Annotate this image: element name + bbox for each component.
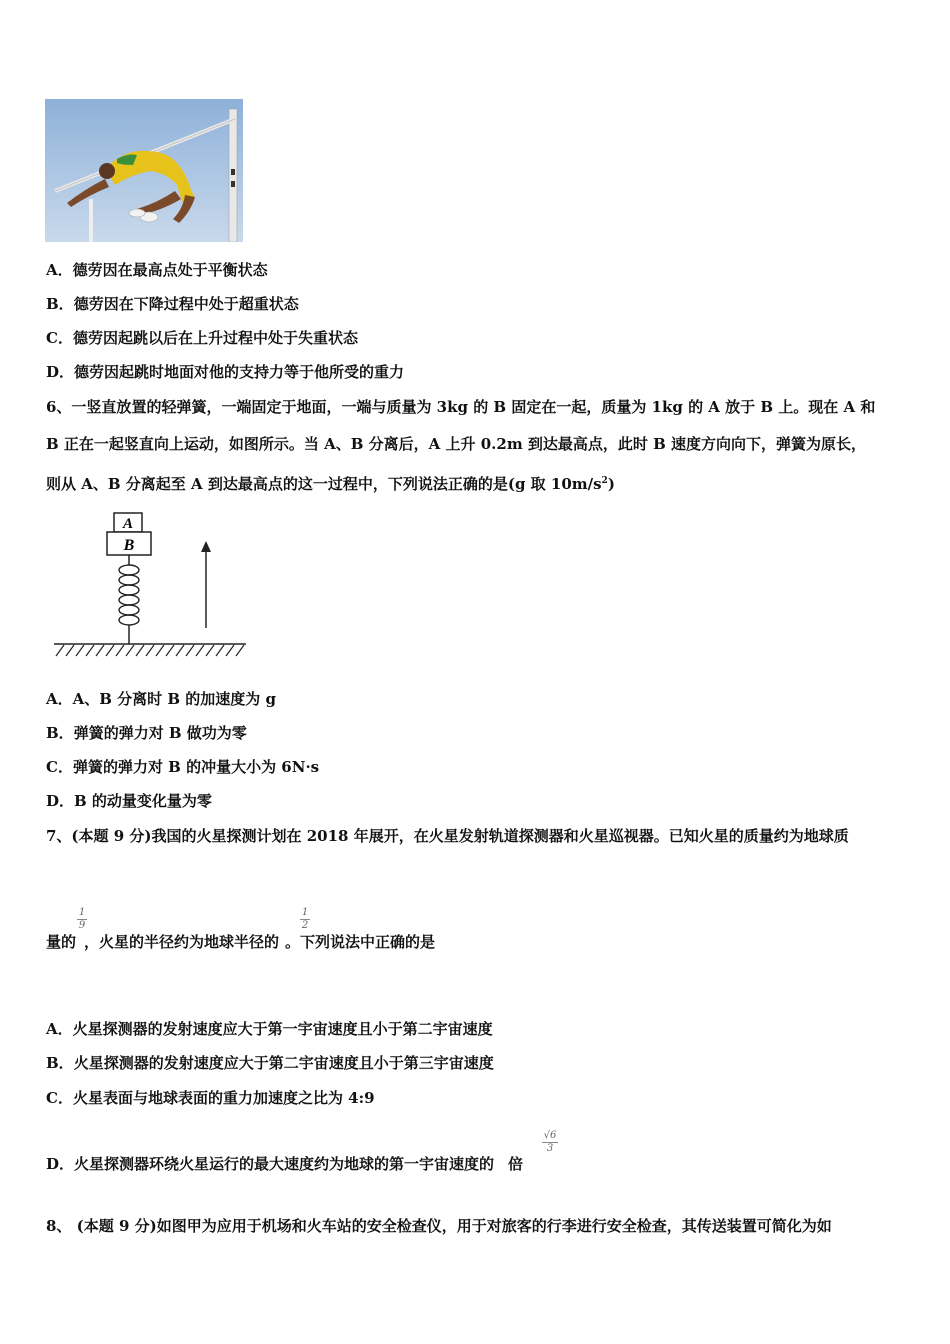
q7-stem-line-1: 7、(本题 9 分)我国的火星探测计划在 2018 年展开，在火星发射轨道探测器和火星巡视器。已知火星的质量约为地球质	[46, 827, 849, 845]
q5-option-b: B．德劳因在下降过程中处于超重状态	[46, 295, 299, 313]
q6-option-d: D．B 的动量变化量为零	[46, 792, 212, 810]
q6-option-b: B．弹簧的弹力对 B 做功为零	[46, 724, 247, 742]
q6-option-c: C．弹簧的弹力对 B 的冲量大小为 6N·s	[46, 758, 320, 776]
q7-option-b: B．火星探测器的发射速度应大于第二宇宙速度且小于第三宇宙速度	[46, 1054, 494, 1072]
q5-option-c: C．德劳因起跳以后在上升过程中处于失重状态	[46, 329, 358, 347]
ground-hatching	[56, 645, 244, 656]
q7-option-d: D．火星探测器环绕火星运行的最大速度约为地球的第一宇宙速度的 倍	[46, 1155, 524, 1173]
q8-stem-line-1: 8、 (本题 9 分)如图甲为应用于机场和火车站的安全检查仪，用于对旅客的行李进行安全检查，其传送装置可简化为如	[46, 1217, 832, 1235]
q5-option-a: A．德劳因在最高点处于平衡状态	[46, 261, 268, 279]
q6-stem-line-1: 6、一竖直放置的轻弹簧，一端固定于地面，一端与质量为 3kg 的 B 固定在一起，质量为 1kg 的 A 放于 B 上。现在 A 和	[46, 398, 876, 416]
q6-stem-line-3: 则从 A、B 分离起至 A 到达最高点的这一过程中，下列说法正确的是(g 取 $10m/s^2$)	[46, 475, 615, 493]
q7-stem-line-2: 量的 ，火星的半径约为地球半径的 。下列说法中正确的是	[46, 933, 436, 951]
spring-block-figure	[46, 508, 251, 663]
q6-stem-line-2: B 正在一起竖直向上运动，如图所示。当 A、B 分离后，A 上升 0.2m 到达最高点，此时 B 速度方向向下，弹簧为原长，	[46, 435, 867, 453]
q7-option-c: C．火星表面与地球表面的重力加速度之比为 4:9	[46, 1089, 375, 1107]
q6-option-a: A．A、B 分离时 B 的加速度为 g	[46, 690, 277, 708]
q7-option-a: A．火星探测器的发射速度应大于第一宇宙速度且小于第二宇宙速度	[46, 1020, 493, 1038]
fraction-sqrt6-over-3: √6 3	[543, 1130, 557, 1154]
block-b-label: B	[123, 537, 135, 554]
fraction-one-ninth: 1 9	[78, 907, 86, 931]
spring-coil	[119, 565, 139, 625]
high-jump-photo	[45, 99, 243, 242]
arrow-head-icon	[201, 541, 211, 552]
block-a-label: A	[122, 516, 134, 532]
q5-option-d: D．德劳因起跳时地面对他的支持力等于他所受的重力	[46, 363, 405, 381]
fraction-one-half: 1 2	[301, 907, 309, 931]
